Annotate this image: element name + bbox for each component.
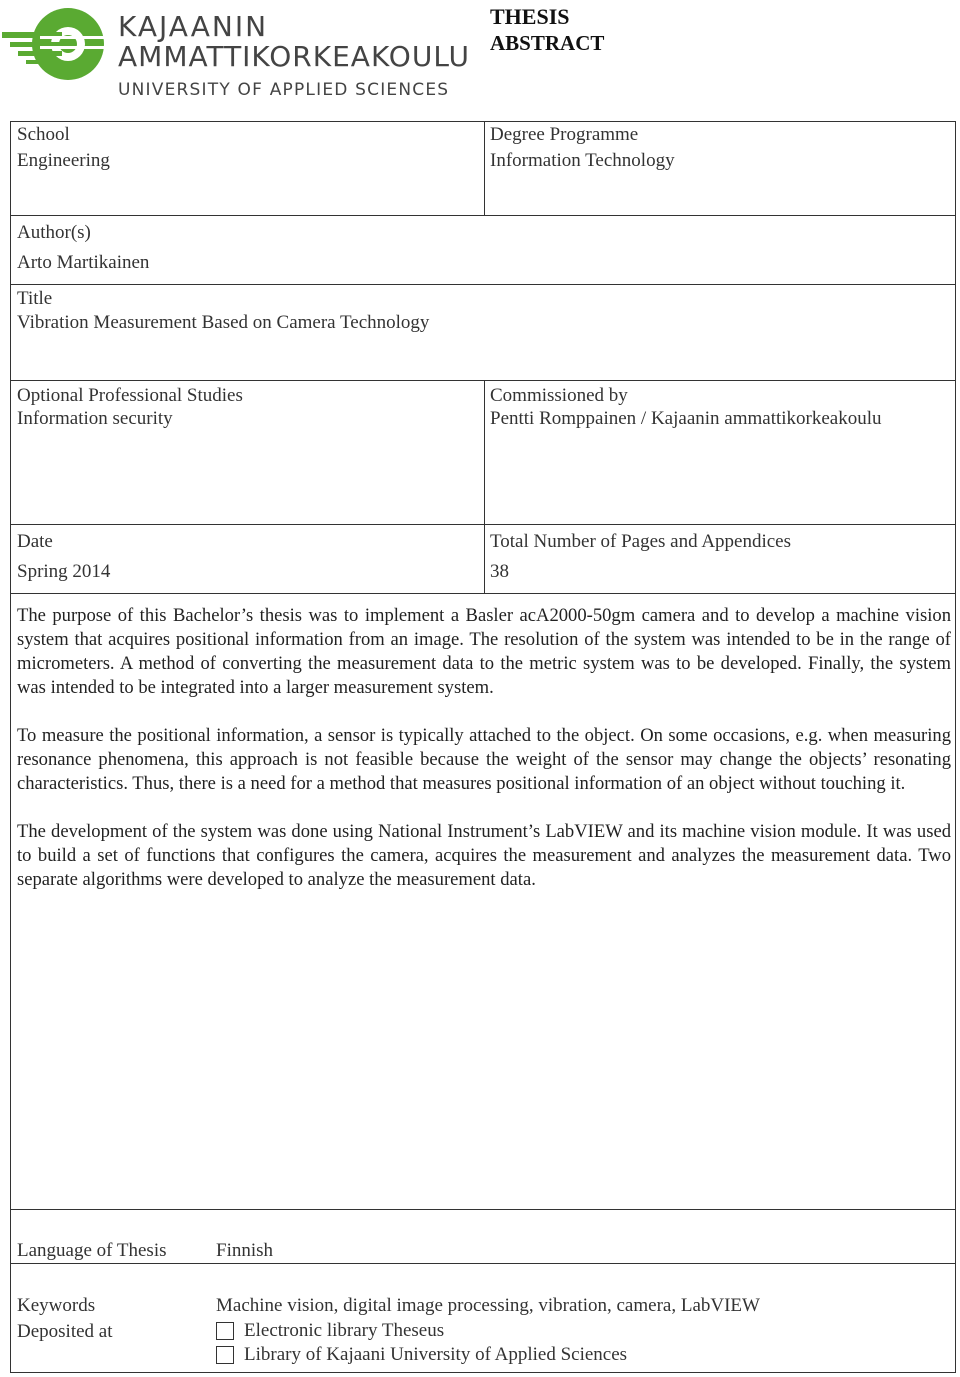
checkbox[interactable] xyxy=(216,1322,234,1340)
language-label: Language of Thesis xyxy=(17,1240,167,1261)
checkbox[interactable] xyxy=(216,1346,234,1364)
divider xyxy=(484,380,485,593)
keywords-label: Keywords xyxy=(17,1295,96,1316)
title-value: Vibration Measurement Based on Camera Technology xyxy=(17,312,430,333)
school-field xyxy=(17,122,110,174)
doc-type-line1: THESIS xyxy=(490,4,570,29)
divider xyxy=(11,593,955,594)
abstract-paragraph: To measure the positional information, a sensor is typically attached to the object. On some occasions, e.g. when measuring resonance phenomena, this approach is not feasible because the weight of the sensor may change the objects’ resonating characteristics. Thus, there is a need for a method that measures positional information of an object without touching it. xyxy=(17,725,951,794)
divider xyxy=(11,215,955,216)
authors-field xyxy=(17,218,149,278)
deposit-option-label: Library of Kajaani University of Applied Sciences xyxy=(244,1344,628,1365)
pages-label: Total Number of Pages and Appendices xyxy=(490,531,792,552)
pages-field xyxy=(490,527,791,587)
optional-studies-label: Optional Professional Studies xyxy=(17,385,243,406)
document-type xyxy=(490,4,604,56)
divider xyxy=(11,524,955,525)
divider xyxy=(484,122,485,215)
commissioned-by-field xyxy=(490,384,882,430)
deposited-label: Deposited at xyxy=(17,1321,113,1342)
deposit-option-theseus[interactable] xyxy=(216,1320,444,1342)
deposit-option-label: Electronic library Theseus xyxy=(244,1320,445,1341)
abstract-paragraph: The purpose of this Bachelor’s thesis was to implement a Basler acA2000-50gm camera and to develop a machine vision system that acquires positional information from an image. The resolution of the system was intended to be in the range of micrometers. A method of converting the measurement data to the metric system was to be developed. Finally, the system was intended to be integrated into a larger measurement system. xyxy=(17,605,951,698)
divider xyxy=(11,284,955,285)
keywords-value: Machine vision, digital image processing, vibration, camera, LabVIEW xyxy=(216,1295,760,1316)
authors-value: Arto Martikainen xyxy=(17,252,150,273)
logo-text-line3: UNIVERSITY OF APPLIED SCIENCES xyxy=(118,80,450,100)
date-field xyxy=(17,527,110,587)
logo-text-line1: KAJAANIN xyxy=(118,10,269,43)
optional-studies-field xyxy=(17,384,243,430)
commissioned-by-value: Pentti Romppainen / Kajaanin ammattikorkeakoulu xyxy=(490,408,882,429)
school-value: Engineering xyxy=(17,150,110,171)
divider xyxy=(11,380,955,381)
authors-label: Author(s) xyxy=(17,222,91,243)
divider xyxy=(11,1209,955,1210)
abstract-text xyxy=(17,604,951,916)
degree-programme-field xyxy=(490,122,675,174)
doc-type-line2: ABSTRACT xyxy=(490,31,605,55)
commissioned-by-label: Commissioned by xyxy=(490,385,628,406)
logo-text-line2: AMMATTIKORKEAKOULU xyxy=(118,40,471,73)
university-logo xyxy=(0,0,471,110)
degree-programme-label: Degree Programme xyxy=(490,124,639,145)
title-label: Title xyxy=(17,288,53,309)
title-field xyxy=(17,287,429,335)
abstract-paragraph: The development of the system was done using National Instrument’s LabVIEW and its machine vision module. It was used to build a set of functions that configures the camera, acquires the measurement and analyzes the measurement data. Two separate algorithms were developed to analyze the measurement data. xyxy=(17,821,951,890)
optional-studies-value: Information security xyxy=(17,408,173,429)
language-value: Finnish xyxy=(216,1240,274,1261)
pages-value: 38 xyxy=(490,561,509,582)
degree-programme-value: Information Technology xyxy=(490,150,675,171)
deposit-option-library[interactable] xyxy=(216,1344,627,1366)
abstract-form xyxy=(10,121,956,1373)
school-label: School xyxy=(17,124,70,145)
date-value: Spring 2014 xyxy=(17,561,111,582)
date-label: Date xyxy=(17,531,53,552)
logo-emblem-icon xyxy=(0,2,110,92)
